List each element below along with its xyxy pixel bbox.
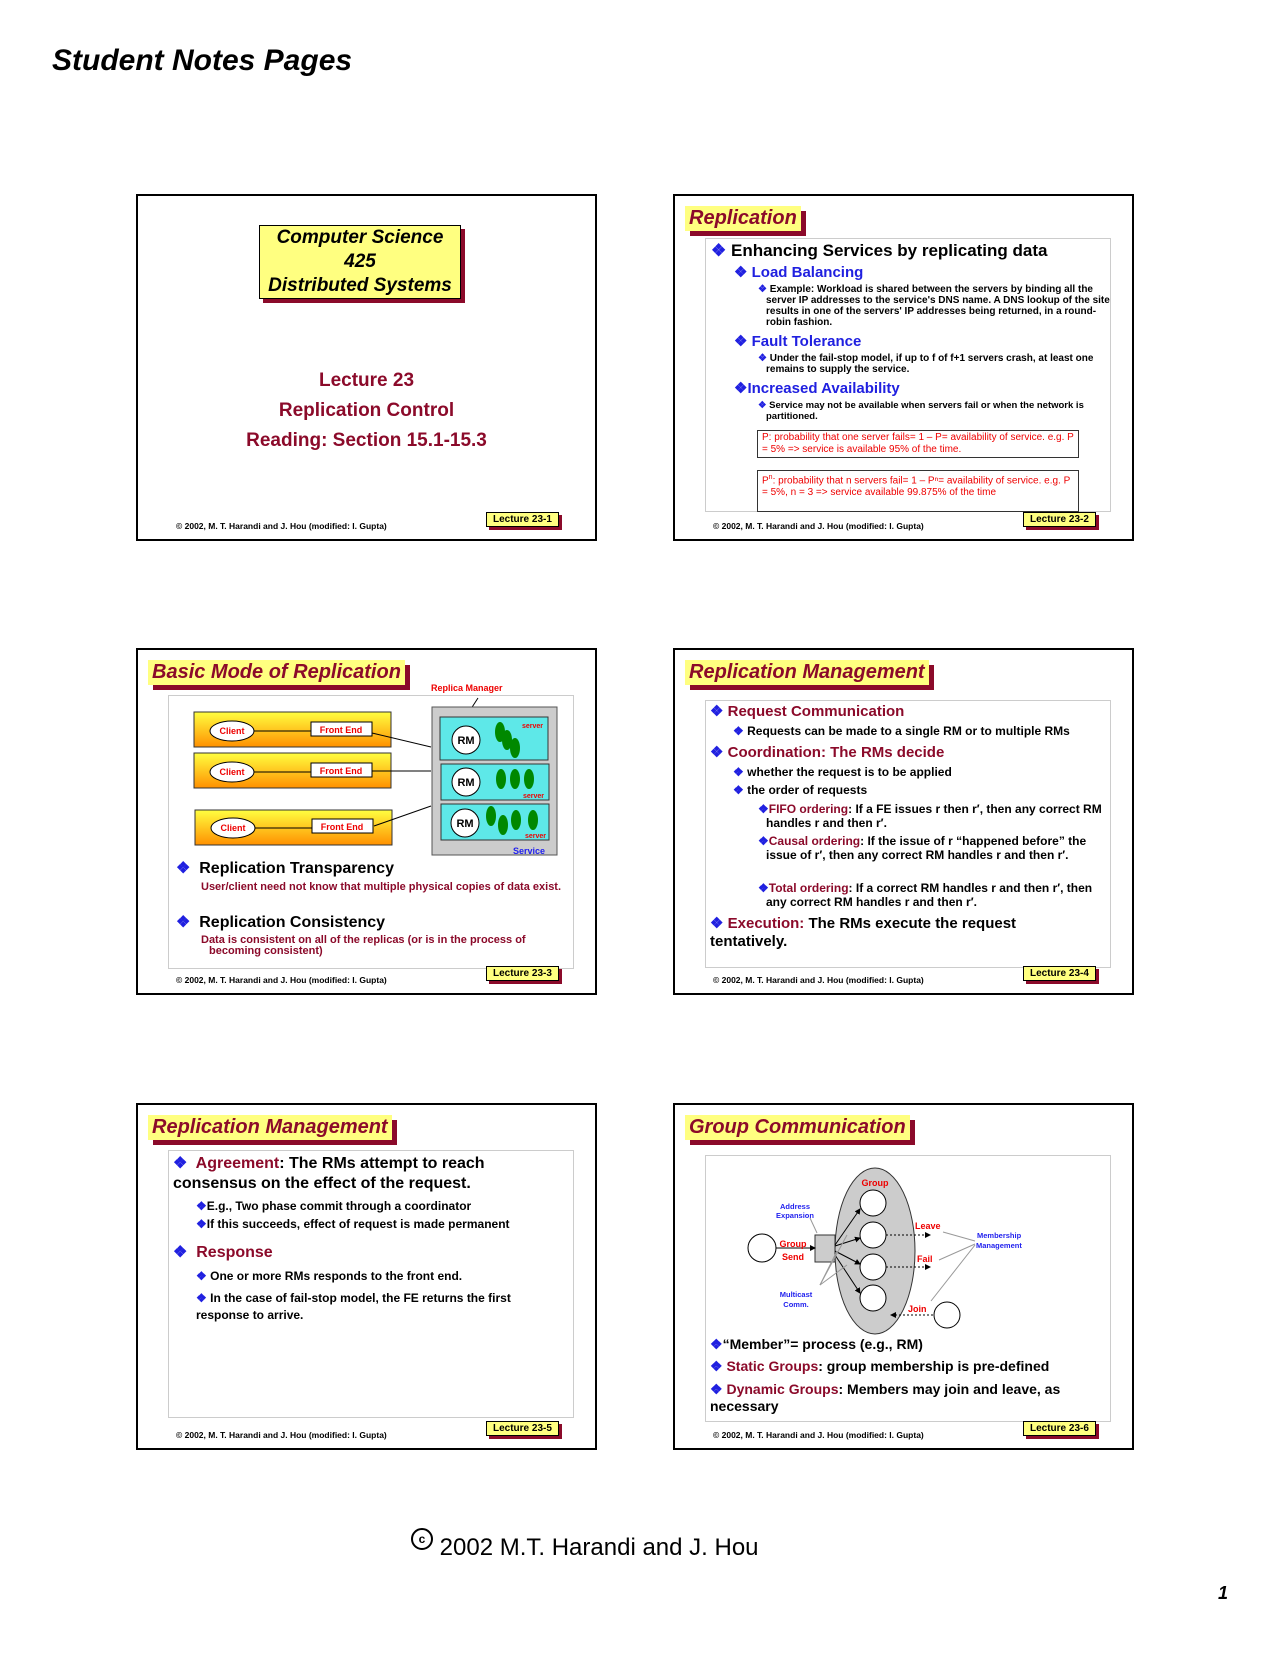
client-row	[194, 712, 391, 747]
address-expansion-box	[815, 1235, 835, 1262]
label: FIFO ordering	[768, 802, 849, 816]
lecture-badge: Lecture 23-5	[486, 1421, 559, 1436]
bullet-icon: ❖	[758, 400, 767, 411]
label: Total ordering	[768, 881, 849, 895]
availability-text	[758, 400, 1111, 422]
bullet-enhancing	[711, 241, 1047, 261]
reading: Reading: Section 15.1-15.3	[246, 430, 487, 451]
slide-title: Group Communication	[685, 1115, 910, 1140]
copyright-text: 2002 M.T. Harandi and J. Hou	[439, 1534, 759, 1561]
bullet-availability	[734, 379, 900, 397]
page-number: 1	[1218, 1583, 1229, 1603]
bullet-icon: ❖	[710, 1358, 723, 1374]
page-copyright	[411, 1528, 759, 1562]
bullet-fault-tolerance	[734, 332, 861, 350]
text: Increased Availability	[747, 380, 900, 397]
bullet-icon: ❖	[710, 1381, 723, 1397]
multicast-label: Comm.	[783, 1300, 809, 1309]
p-symbol: P	[762, 475, 769, 487]
text: If this succeeds, effect of request is made permanent	[206, 1217, 510, 1231]
server-2	[441, 764, 549, 800]
member-circle	[860, 1285, 886, 1311]
bullet-member	[710, 1337, 923, 1351]
bullet-coordination	[710, 743, 944, 761]
client-label: Client	[219, 767, 245, 777]
request-text	[733, 724, 1070, 738]
bullet-icon: ❖	[196, 1199, 207, 1213]
bullet-icon: ❖	[733, 724, 744, 738]
client-label: Client	[219, 726, 245, 736]
page-title: Student Notes Pages	[52, 44, 353, 77]
slide-6	[673, 1103, 1134, 1450]
server-label: server	[522, 793, 544, 800]
text: Load Balancing	[751, 264, 864, 281]
label: Causal ordering	[768, 834, 861, 848]
server-1	[440, 717, 548, 760]
bullet-icon: ❖	[734, 333, 748, 350]
lecture-badge: Lecture 23-3	[486, 966, 559, 981]
coordination-text-2	[733, 783, 867, 797]
label: Agreement	[195, 1155, 280, 1172]
text: Replication Transparency	[199, 860, 394, 877]
joining-process-circle	[934, 1302, 960, 1328]
fault-tolerance-text	[758, 353, 1111, 375]
client-row	[195, 810, 392, 845]
slide-1	[136, 194, 597, 541]
label: Dynamic Groups	[726, 1381, 839, 1397]
course-name: Computer Science	[276, 227, 444, 248]
lecture-topic: Replication Control	[278, 400, 455, 421]
text: : If a correct RM handles r and then r′, then any correct RM handles r and then r′.	[766, 881, 1093, 909]
slide-3	[136, 648, 597, 995]
course-title-box	[259, 225, 461, 299]
bullet-static-groups	[710, 1359, 1049, 1373]
coordination-text-1	[733, 765, 952, 779]
copyright-icon: c	[411, 1528, 433, 1550]
group-send-label: Group	[779, 1239, 807, 1249]
front-end-label: Front End	[320, 822, 364, 832]
member-circle	[860, 1222, 886, 1248]
text: In the case of fail-stop model, the FE returns the first response to arrive.	[196, 1291, 511, 1322]
bullet-icon: ❖	[711, 241, 727, 260]
text: Request Communication	[727, 703, 905, 720]
total-ordering	[758, 881, 1111, 909]
bullet-request	[710, 702, 904, 720]
bullet-icon: ❖	[734, 380, 748, 397]
membership-label: Membership	[977, 1231, 1022, 1240]
lecture-badge: Lecture 23-1	[486, 512, 559, 527]
bullet-icon: ❖	[710, 1336, 723, 1352]
slide-footer: © 2002, M. T. Harandi and J. Hou (modified: I. Gupta)	[713, 975, 924, 985]
text: Fault Tolerance	[751, 333, 862, 350]
bullet-icon: ❖	[173, 1155, 188, 1172]
text: : Members may join and leave, as necessary	[710, 1381, 1061, 1414]
rm-label: RM	[456, 818, 474, 830]
text: : group membership is pre-defined	[818, 1358, 1050, 1374]
multicast-label: Multicast	[779, 1290, 813, 1299]
text: Requests can be made to a single RM or to multiple RMs	[747, 724, 1070, 738]
text: Under the fail-stop model, if up to f of f+1 servers crash, at least one remains to supply the service.	[766, 353, 1094, 375]
bullet-load-balancing	[734, 263, 863, 281]
rm-label: RM	[457, 735, 475, 747]
transparency-text: User/client need not know that multiple physical copies of data exist.	[201, 881, 562, 893]
slide-4	[673, 648, 1134, 995]
bullet-agreement	[173, 1154, 543, 1194]
text: The RMs execute the request tentatively.	[710, 915, 1017, 950]
group-send-label: Send	[781, 1252, 805, 1262]
address-expansion-label: Expansion	[776, 1211, 814, 1220]
slide-title: Replication Management	[148, 1115, 392, 1140]
text: the order of requests	[747, 783, 868, 797]
bullet-icon: ❖	[196, 1217, 207, 1231]
server-label: server	[521, 723, 543, 730]
response-text-1	[196, 1269, 462, 1283]
text: : The RMs attempt to reach consensus on the effect of the request.	[173, 1155, 485, 1192]
label: Static Groups	[726, 1358, 819, 1374]
probability-box-1: P: probability that one server fails= 1 – P= availability of service. e.g. P = 5% => service is available 95% of the time.	[757, 430, 1079, 458]
causal-ordering	[758, 834, 1111, 862]
lecture-badge: Lecture 23-6	[1023, 1421, 1096, 1436]
bullet-transparency	[176, 858, 394, 878]
text: : If a FE issues r then r′, then any correct RM handles r and then r′.	[766, 802, 1102, 830]
consistency-text: Data is consistent on all of the replicas (or is in the process of becoming consistent)	[201, 934, 526, 957]
sender-circle	[748, 1234, 776, 1262]
member-circle	[860, 1190, 886, 1216]
text: Enhancing Services by replicating data	[730, 241, 1048, 260]
agreement-text-1	[196, 1199, 471, 1213]
lecture-number: Lecture 23	[318, 370, 415, 391]
bullet-icon: ❖	[733, 783, 744, 797]
membership-label: Management	[976, 1241, 1022, 1250]
front-end-label: Front End	[319, 725, 363, 735]
slide-footer: © 2002, M. T. Harandi and J. Hou (modified: I. Gupta)	[176, 975, 387, 985]
p-exponent: n	[768, 474, 773, 481]
text: “Member”= process (e.g., RM)	[722, 1336, 923, 1352]
text: Example: Workload is shared between the servers by binding all the server IP addresses to the service's DNS name. A DNS lookup of the site results in one of the servers' IP addresses being returned, in a round-robin fashion.	[766, 284, 1110, 328]
member-circle	[860, 1254, 886, 1280]
bullet-icon: ❖	[758, 881, 769, 895]
bullet-dynamic-groups	[710, 1381, 1100, 1415]
bullet-execution	[710, 915, 1050, 951]
label: Execution:	[727, 915, 805, 932]
join-label: Join	[908, 1304, 927, 1314]
fail-label: Fail	[917, 1254, 933, 1264]
rm-label: RM	[457, 777, 475, 789]
bullet-response	[173, 1242, 273, 1262]
server-label: server	[524, 833, 546, 840]
group-label: Group	[861, 1178, 889, 1188]
bullet-consistency	[176, 912, 385, 932]
lecture-info	[138, 366, 595, 456]
slide-5	[136, 1103, 597, 1450]
leave-label: Leave	[915, 1221, 941, 1231]
front-end-label: Front End	[319, 766, 363, 776]
replica-manager-label: Replica Manager	[431, 683, 503, 693]
bullet-icon: ❖	[758, 284, 767, 295]
slide-footer: © 2002, M. T. Harandi and J. Hou (modified: I. Gupta)	[713, 521, 924, 531]
slide-footer: © 2002, M. T. Harandi and J. Hou (modified: I. Gupta)	[176, 1430, 387, 1440]
service-label: Service	[512, 846, 545, 856]
probability-box-2	[757, 470, 1079, 512]
slide-title: Replication Management	[685, 660, 929, 685]
text: Response	[196, 1244, 273, 1261]
bullet-icon: ❖	[758, 353, 767, 364]
slide-title: Replication	[685, 206, 801, 231]
course-subject: Distributed Systems	[268, 275, 452, 296]
slide-title: Basic Mode of Replication	[148, 660, 405, 685]
bullet-icon: ❖	[173, 1244, 188, 1261]
agreement-text-2	[196, 1217, 510, 1231]
bullet-icon: ❖	[733, 765, 744, 779]
text: E.g., Two phase commit through a coordinator	[206, 1199, 472, 1213]
bullet-icon: ❖	[758, 834, 769, 848]
text: whether the request is to be applied	[747, 765, 952, 779]
text: Replication Consistency	[199, 914, 386, 931]
text: : probability that n servers fail= 1 – Pⁿ= availability of service. e.g. P = 5%, n = 3 => service available 99.875% of the time	[762, 475, 1071, 499]
client-label: Client	[220, 823, 246, 833]
response-text-2	[196, 1290, 536, 1324]
slide-2	[673, 194, 1134, 541]
text: : If the issue of r “happened before” the issue of r′, then any correct RM handles r and then r′.	[766, 834, 1087, 862]
text: One or more RMs responds to the front end.	[210, 1269, 463, 1283]
address-expansion-label: Address	[779, 1202, 811, 1211]
bullet-icon: ❖	[758, 802, 769, 816]
bullet-icon: ❖	[710, 703, 724, 720]
slide-footer: © 2002, M. T. Harandi and J. Hou (modified: I. Gupta)	[176, 521, 387, 531]
lecture-badge: Lecture 23-2	[1023, 512, 1096, 527]
bullet-icon: ❖	[734, 264, 748, 281]
group-communication-diagram	[675, 1105, 1132, 1335]
bullet-icon: ❖	[196, 1269, 207, 1283]
bullet-icon: ❖	[176, 914, 191, 931]
replication-diagram	[138, 650, 595, 860]
fifo-ordering	[758, 802, 1111, 830]
text: Service may not be available when servers fail or when the network is partitioned.	[766, 400, 1084, 422]
bullet-icon: ❖	[196, 1291, 207, 1305]
slide-footer: © 2002, M. T. Harandi and J. Hou (modified: I. Gupta)	[713, 1430, 924, 1440]
text: Coordination: The RMs decide	[727, 744, 945, 761]
bullet-icon: ❖	[176, 860, 191, 877]
load-balancing-text	[758, 284, 1111, 328]
bullet-icon: ❖	[710, 915, 724, 932]
client-row	[194, 753, 391, 788]
course-number: 425	[344, 251, 376, 272]
server-3	[441, 804, 549, 840]
bullet-icon: ❖	[710, 744, 724, 761]
lecture-badge: Lecture 23-4	[1023, 966, 1096, 981]
